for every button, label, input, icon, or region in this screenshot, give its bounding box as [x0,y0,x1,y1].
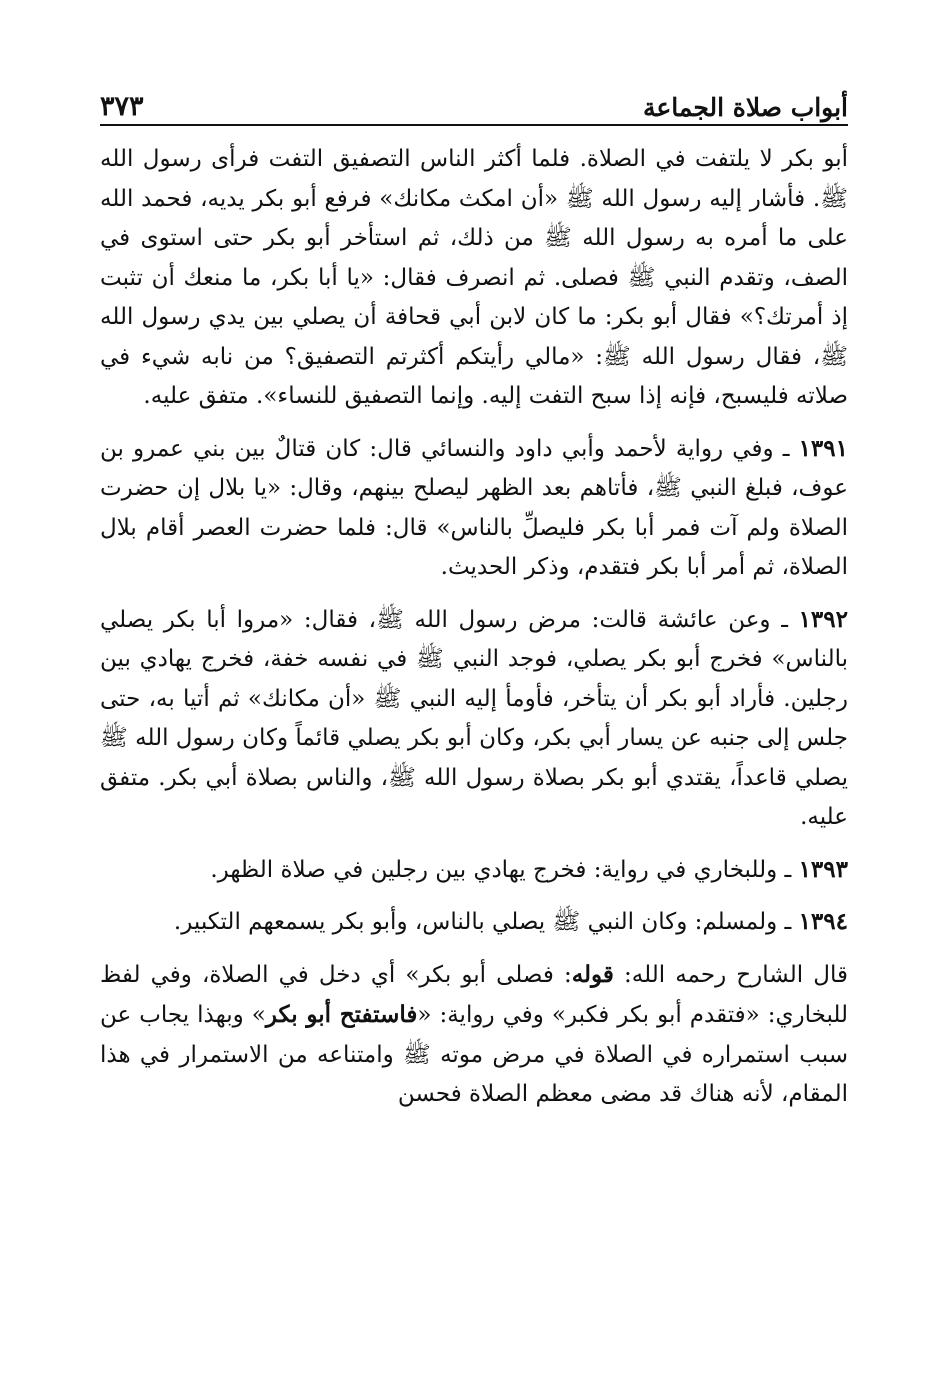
hadith-1392 [100,600,848,838]
page-number: ٣٧٣ [100,91,144,122]
document-page [100,78,848,1127]
commentary-quote: فاستفتح أبو بكر [265,1001,418,1028]
paragraph-text: ـ وللبخاري في رواية: فخرج يهادي بين رجلين في صلاة الظهر. [210,856,799,883]
hadith-number: ١٣٩٣ [798,855,848,883]
paragraph-text: أبو بكر لا يلتفت في الصلاة. فلما أكثر الناس التصفيق التفت فرأى رسول الله ﷺ. فأشار إليه رسول الله ﷺ «أن امكث مكانك» فرفع أبو بكر يديه، فحمد الله على ما أمره به رسول الله ﷺ من ذلك، ثم استأخر أبو بكر حتى استوى في الصف، وتقدم النبي ﷺ فصلى. ثم انصرف فقال: «يا أبا بكر، ما منعك أن تثبت إذ أمرتك؟» فقال أبو بكر: ما كان لابن أبي قحافة أن يصلي بين يدي رسول الله ﷺ، فقال رسول الله ﷺ: «مالي رأيتكم أكثرتم التصفيق؟ من نابه شيء في صلاته فليسبح، فإنه إذا سبح التفت إليه. وإنما التصفيق للنساء». متفق عليه. [100,146,848,409]
body-text [100,140,848,1115]
paragraph-text: ـ وعن عائشة قالت: مرض رسول الله ﷺ، فقال: «مروا أبا بكر يصلي بالناس» فخرج أبو بكر يصلي، فوجد النبي ﷺ في نفسه خفة، فخرج يهادي بين رجلين. فأراد أبو بكر أن يتأخر، فأومأ إليه النبي ﷺ «أن مكانك» ثم أتيا به، حتى جلس إلى جنبه عن يسار أبي بكر، وكان أبو بكر يصلي قائماً وكان رسول الله ﷺ يصلي قاعداً، يقتدي أبو بكر بصلاة رسول الله ﷺ، والناس بصلاة أبي بكر. متفق عليه. [100,606,848,830]
paragraph-text: ـ ولمسلم: وكان النبي ﷺ يصلي بالناس، وأبو بكر يسمعهم التكبير. [173,909,799,935]
paragraph-text: ـ وفي رواية لأحمد وأبي داود والنسائي قال: كان قتالٌ بين بني عمرو بن عوف، فبلغ النبي ﷺ، فأتاهم بعد الظهر ليصلح بينهم، وقال: «يا بلال إن حضرت الصلاة ولم آت فمر أبا بكر فليصلِّ بالناس» قال: فلما حضرت العصر أقام بلال الصلاة، ثم أمر أبا بكر فتقدم، وذكر الحديث. [100,435,848,580]
hadith-number: ١٣٩١ [798,434,848,462]
chapter-title: أبواب صلاة الجماعة [642,93,848,122]
commentary-keyword: قوله [571,960,614,988]
running-header [100,78,848,126]
commentary-text: » وبهذا يجاب عن سبب استمراره في الصلاة في مرض موته ﷺ وامتناعه من الاستمرار في هذا المقام، لأنه هناك قد مضى معظم الصلاة فحسن [100,1002,848,1107]
hadith-1393 [100,850,848,891]
commentary-text: : فصلى أبو بكر» أي دخل في الصلاة، وفي لفظ للبخاري: «فتقدم أبو بكر فكبر» وفي رواية: « [100,961,849,1028]
hadith-number: ١٣٩٢ [798,605,848,633]
commentary-paragraph [100,955,848,1115]
paragraph-continuation [100,140,848,417]
hadith-1394 [100,902,848,943]
hadith-1391 [100,429,848,588]
hadith-number: ١٣٩٤ [798,908,848,935]
commentary-intro: قال الشارح رحمه الله: [613,961,848,988]
